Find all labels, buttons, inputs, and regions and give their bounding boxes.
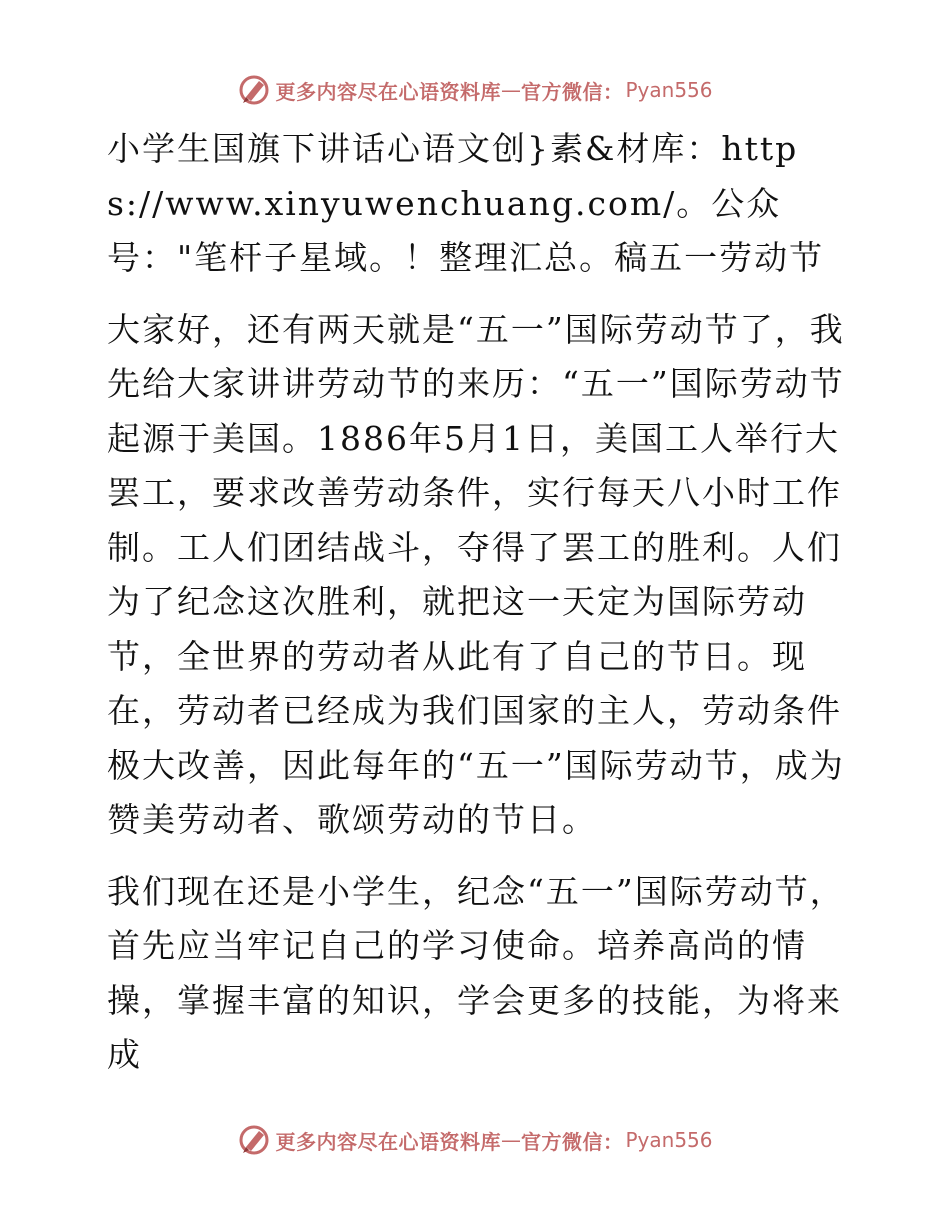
document-body — [97, 122, 852, 1083]
banner-slogan: 更多内容尽在心语资料库 — [275, 79, 501, 104]
footer-banner — [0, 1120, 950, 1160]
paragraph-1: 大家好，还有两天就是“五一”国际劳动节了，我先给大家讲讲劳动节的来历：“五一”国际劳动节起源于美国。1886年5月1日，美国工人举行大罢工，要求改善劳动条件，实行每天八小时工作制。工人们团结战斗，夺得了罢工的胜利。人们为了纪念这次胜利，就把这一天定为国际劳动节，全世界的劳动者从此有了自己的节日。现在，劳动者已经成为我们国家的主人，劳动条件极大改善，因此每年的“五一”国际劳动节，成为赞美劳动者、歌颂劳动的节日。 — [107, 309, 845, 839]
banner-separator: — — [500, 1128, 521, 1152]
pen-nib-logo-icon — [237, 1123, 271, 1157]
banner-contact-label: 官方微信： — [520, 79, 624, 104]
document-intro: 小学生国旗下讲话心语文创}素&材库：https://www.xinyuwenchuang.com/。公众号："笔杆子星域。！整理汇总。稿五一劳动节 — [107, 129, 825, 277]
pen-nib-logo-icon — [237, 73, 271, 107]
banner-wechat-handle: Pyan556 — [625, 1128, 713, 1152]
header-banner — [0, 70, 950, 110]
banner-wechat-handle: Pyan556 — [625, 78, 713, 102]
banner-slogan: 更多内容尽在心语资料库 — [275, 1129, 501, 1154]
banner-separator: — — [500, 78, 521, 102]
banner-contact-label: 官方微信： — [520, 1129, 624, 1154]
paragraph-2: 我们现在还是小学生，纪念“五一”国际劳动节，首先应当牢记自己的学习使命。培养高尚的情操，掌握丰富的知识，学会更多的技能，为将来成 — [107, 871, 845, 1074]
